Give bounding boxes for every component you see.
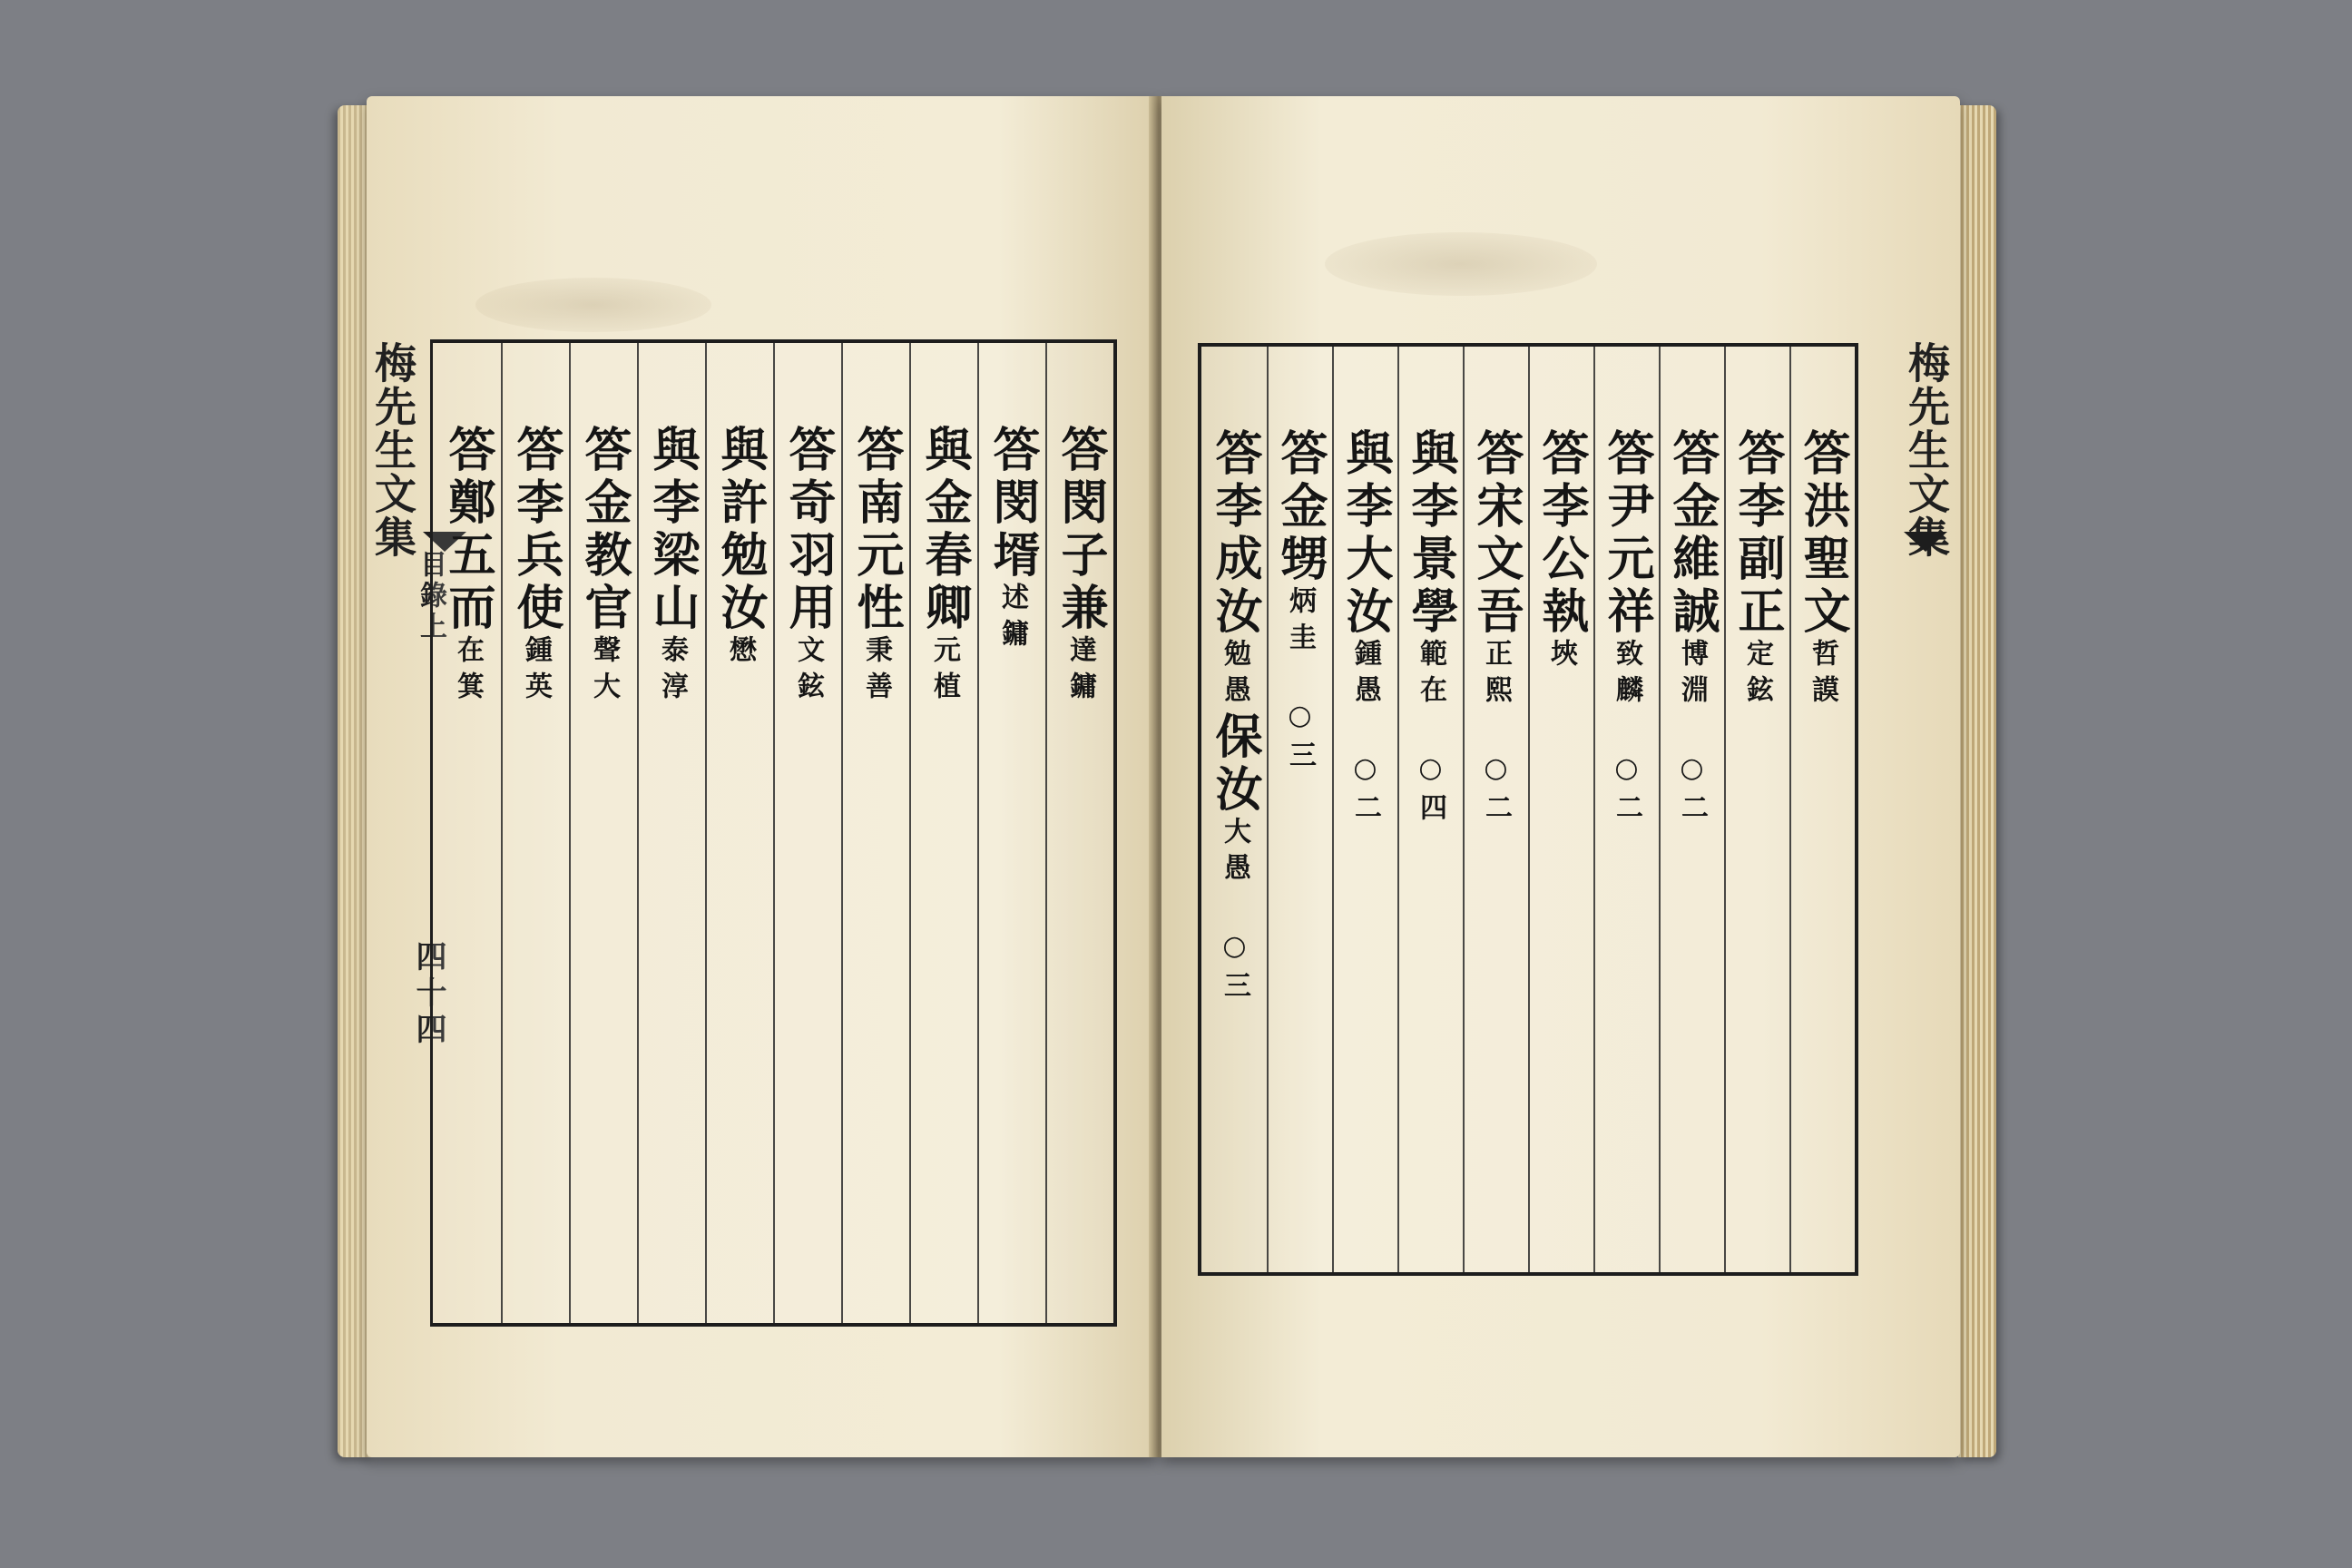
column-note: 致麟 ○二 — [1611, 639, 1642, 829]
column-note: 鍾愚 ○二 — [1349, 639, 1381, 829]
column-rule — [1528, 347, 1530, 1272]
open-book — [338, 87, 1996, 1468]
column-main-text: 答金甥 — [1272, 428, 1328, 586]
column-main-text: 與李大汝 — [1338, 428, 1393, 639]
right-page — [1161, 96, 1960, 1457]
column-note: 範在 ○四 — [1415, 639, 1446, 829]
left-spine-section: 目錄上 — [415, 550, 446, 642]
column-note: 元植 — [928, 635, 960, 708]
column-note: 博淵 ○二 — [1676, 639, 1708, 829]
text-column — [506, 425, 564, 708]
column-main-text: 答宋文吾 — [1468, 428, 1524, 639]
paper-stain — [1325, 232, 1597, 296]
column-main-text: 與李梁山 — [644, 425, 700, 635]
column-note: 秉善 — [860, 635, 892, 708]
text-column — [1336, 428, 1394, 829]
text-column — [1597, 428, 1655, 829]
text-column — [642, 425, 701, 708]
column-main-text: 答奇羽用 — [780, 425, 836, 635]
column-rule — [1659, 347, 1661, 1272]
column-main-text: 答金維誠 — [1664, 428, 1720, 639]
text-column — [574, 425, 632, 708]
column-note: 埉 — [1545, 639, 1577, 675]
right-fishtail-mark — [1904, 532, 1947, 552]
column-main-text: 答李成汝 — [1207, 428, 1262, 639]
column-main-text: 答李副正 — [1730, 428, 1785, 639]
text-column — [779, 425, 837, 708]
column-note: 定鉉 — [1741, 639, 1773, 711]
column-main-text: 答李兵使 — [508, 425, 564, 635]
column-rule — [841, 343, 843, 1323]
column-main-text: 答鄭五而 — [440, 425, 495, 635]
column-rule — [1463, 347, 1465, 1272]
paper-stain — [475, 278, 711, 332]
column-note: 懋 — [724, 635, 756, 671]
column-main-text: 與金春卿 — [916, 425, 972, 635]
column-note: 鍾英 — [520, 635, 552, 708]
text-column — [438, 425, 496, 708]
text-column — [1205, 428, 1263, 1007]
column-note: 炳圭 ○三 — [1284, 586, 1316, 777]
text-column — [847, 425, 905, 708]
column-main-text: 答南元性 — [848, 425, 904, 635]
column-main-text: 答閔子兼 — [1053, 425, 1108, 635]
text-column — [1532, 428, 1590, 675]
column-note: 正熙 ○二 — [1480, 639, 1512, 829]
text-column — [1270, 428, 1328, 777]
column-note: 哲謨 — [1807, 639, 1838, 711]
column-main-text: 與李景學 — [1403, 428, 1458, 639]
column-rule — [637, 343, 639, 1323]
text-column — [915, 425, 973, 708]
column-rule — [1724, 347, 1726, 1272]
column-main-text: 答李公執 — [1534, 428, 1589, 639]
column-rule — [705, 343, 707, 1323]
column-note: 在箕 — [452, 635, 484, 708]
text-column — [1793, 428, 1851, 711]
column-note: 聲大 — [588, 635, 620, 708]
column-note: 勉愚 — [1219, 639, 1250, 711]
column-rule — [1045, 343, 1047, 1323]
right-page-edges — [1958, 105, 1996, 1457]
column-rule — [977, 343, 979, 1323]
text-column — [1466, 428, 1524, 829]
text-column — [1728, 428, 1786, 711]
column-main-text: 答洪聖文 — [1795, 428, 1850, 639]
column-note: 述鏞 — [996, 583, 1028, 655]
left-text-frame — [430, 339, 1117, 1327]
column-rule — [1397, 347, 1399, 1272]
left-page-number: 四十四 — [410, 940, 446, 1049]
right-text-frame — [1198, 343, 1858, 1276]
text-column — [1051, 425, 1109, 708]
text-column — [1401, 428, 1459, 829]
left-page — [367, 96, 1156, 1457]
column-main-text: 答金教官 — [576, 425, 632, 635]
column-note: 文鉉 — [792, 635, 824, 708]
column-main-text: 答尹元祥 — [1599, 428, 1654, 639]
column-main-text: 保汝 — [1207, 711, 1262, 817]
column-rule — [1789, 347, 1791, 1272]
column-main-text: 與許勉汝 — [712, 425, 768, 635]
column-rule — [1332, 347, 1334, 1272]
column-note: 泰淳 — [656, 635, 688, 708]
text-column — [983, 425, 1041, 655]
text-column — [710, 425, 769, 671]
column-note: 達鏞 — [1064, 635, 1096, 708]
right-spine-title: 梅先生文集 — [1902, 341, 1951, 559]
column-note: 大愚 ○三 — [1219, 817, 1250, 1007]
column-rule — [569, 343, 571, 1323]
column-rule — [1593, 347, 1595, 1272]
column-rule — [773, 343, 775, 1323]
column-rule — [909, 343, 911, 1323]
text-column — [1662, 428, 1720, 829]
column-main-text: 答閔壻 — [985, 425, 1040, 583]
column-rule — [501, 343, 503, 1323]
column-rule — [1267, 347, 1269, 1272]
left-spine-title: 梅先生文集 — [368, 341, 417, 559]
